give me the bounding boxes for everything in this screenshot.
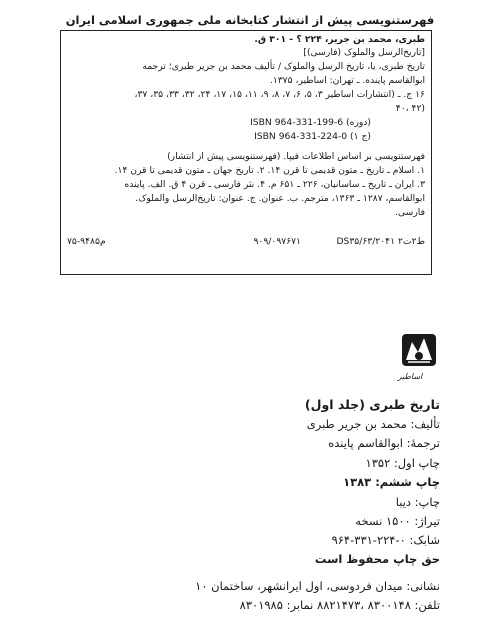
book-translator: ترجمهٔ: ابوالقاسم پاینده [328, 436, 440, 450]
cip-subject-line-1: ۱. اسلام ـ تاریخ ـ متون قدیمی تا قرن ۱۴. ۲. تاریخ جهان ـ متون قدیمی تا قرن ۱۴. [114, 165, 425, 176]
cip-lc-class: DS۳۵/۶۳/ط۲ت۲ ۲۰۴۱ [336, 236, 425, 247]
cip-subject-line-4: فارسی. [395, 207, 425, 218]
cip-isbn-vol1: ISBN 964-331-224-0 (ج ۱) [254, 131, 371, 142]
cip-series-line: ۱۶ ج. ـ (انتشارات اساطیر ۳، ۵، ۶، ۷، ۸، ۹، ۱۱، ۱۵، ۱۷، ۲۴، ۳۲، ۳۳، ۳۵، ۳۷، [134, 89, 425, 100]
asatir-publisher-logo-icon [400, 332, 438, 368]
cip-title-line: تاریخ طبری، یا، تاریخ الرسل والملوک / تألیف محمد بن جریر طبری؛ ترجمه [142, 61, 425, 72]
book-title: تاریخ طبری (جلد اول) [304, 397, 440, 412]
cip-dewey-class: ۹۰۹/۰۹۷۶۷۱ [253, 236, 301, 247]
cip-imprint-line: ابوالقاسم پاینده. ـ تهران: اساطیر، ۱۳۷۵. [269, 75, 425, 86]
cip-box [60, 30, 432, 275]
cip-heading: فهرستنویسی پیش از انتشار کتابخانه ملی جمهوری اسلامی ایران [65, 13, 435, 27]
publisher-phone: تلفن: ۸۳۰۰۱۴۸ ،۸۸۲۱۴۷۳ نمابر: ۸۳۰۱۹۸۵ [239, 598, 440, 612]
logo-caption: اساطیر [397, 372, 423, 381]
isbn: شابک: ۰-۲۲۴-۳۳۱-۹۶۴ [331, 533, 440, 547]
printer: چاپ: دیبا [395, 495, 440, 509]
cip-author-line: طبری، محمد بن جریر، ۲۲۴ ؟ - ۳۰۱ ق. [254, 34, 425, 45]
cip-subject-line-2: ۳. ایران ـ تاریخ ـ ساسانیان، ۲۲۶ ـ ۶۵۱ م. ۴. نثر فارسی ـ قرن ۴ ق. الف. پاینده [124, 179, 425, 190]
cip-isbn-set: ISBN 964-331-199-6 (دوره) [250, 117, 371, 128]
cip-note-line: فهرستنویسی بر اساس اطلاعات فیپا. (فهرستنویسی پیش از انتشار) [167, 151, 425, 162]
publisher-address: نشانی: میدان فردوسی، اول ایرانشهر، ساختمان ۱۰ [195, 579, 440, 593]
circulation: تیراژ: ۱۵۰۰ نسخه [355, 514, 440, 528]
cip-series-line-cont: ۴۰، ۴۲) [395, 103, 425, 114]
cip-uniform-title: [تاریخ‌الرسل والملوک (فارسی)] [303, 47, 425, 58]
book-author: تألیف: محمد بن جریر طبری [306, 417, 440, 431]
cip-subject-line-3: ابوالقاسم، ۱۲۸۷ ـ ۱۳۶۳، مترجم. ب. عنوان. ج. عنوان: تاریخ‌الرسل والملوک. [135, 193, 425, 204]
cip-national-number: ۷۵-۹۴۸۵م [67, 236, 106, 247]
copyright-notice: حق چاپ محفوظ است [314, 552, 440, 566]
first-print: چاپ اول: ۱۳۵۲ [365, 456, 440, 470]
sixth-print: چاپ ششم: ۱۳۸۳ [343, 475, 440, 489]
